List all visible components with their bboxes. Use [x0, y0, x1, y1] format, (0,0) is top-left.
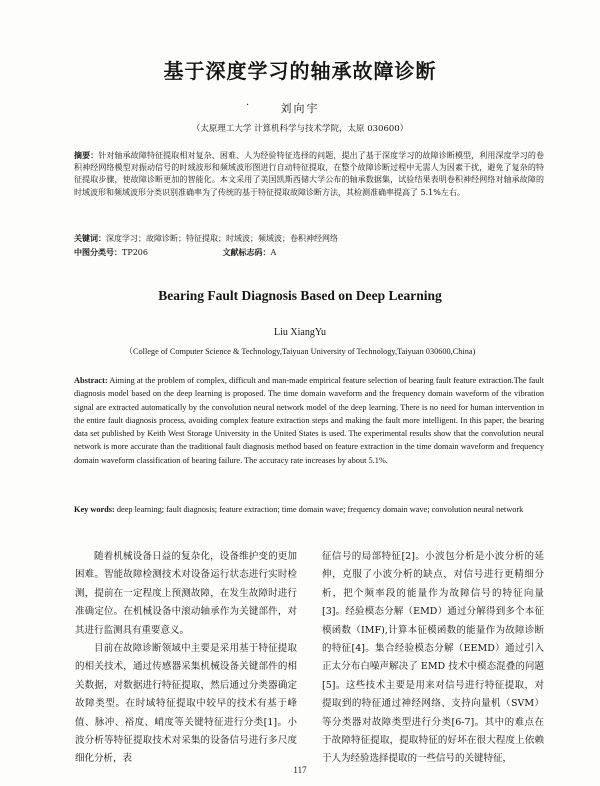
chinese-abstract: [74, 150, 544, 199]
chinese-abstract-text: 针对轴承故障特征提取相对复杂、困难、人为经验特征选择的问题，提出了基于深度学习的故障诊断模型，利用深度学习的卷积神经网络模型对振动信号的时域波形和频域波形图进行自动特征提取，在整个故障诊断过程中无需人为因素干扰，避免了复杂的特征提取步骤，使故障诊断更加的智能化。本文采用了美国凯斯西储大学公布的轴承数据集，试验结果表明卷积神经网络对轴承故障的时域波形和频域波形分类识别准确率为了传统的基于特征提取故障诊断方法，其检测准确率提高了 5.1%左右。: [74, 151, 545, 197]
doc-code-value: A: [270, 248, 277, 257]
english-keywords: [74, 503, 544, 516]
chinese-title: 基于深度学习的轴承故障诊断: [163, 59, 437, 83]
body-left-column: [75, 548, 297, 769]
clc-value: TP206: [122, 248, 148, 257]
english-abstract-label: Abstract:: [74, 376, 108, 385]
clc-label: 中图分类号：: [74, 248, 122, 257]
body-paragraph: 征信号的局部特征[2]。小波包分析是小波分析的延伸，克服了小波分析的缺点，对信号进行更精细分析，把个频率段的能量作为故障信号的特征向量[3]。经验模态分解（EMD）通过分解得到多个本征模函数（IMF),计算本征模函数的能量作为故障诊断的特征[4]。集合经验模态分解（EEMD）通过引入正太分布白噪声解决了 EMD 技术中模态混叠的问题[5]。这些技术主要是用来对信号进行特征提取，对提取到的特征通过神经网络、支持向量机（SVM）等分类器对故障类型进行分类[6-7]。其中的难点在于故障特征提取，提取特征的好坏在很大程度上依赖于人为经验选择提取的一些信号的关键特征，: [322, 551, 544, 765]
body-paragraph: 随着机械设备日益的复杂化，设备维护变的更加困难。智能故障检测技术对设备运行状态进行实时检测，提前在一定程度上预测故障，在发生故障时进行准确定位。在机械设备中滚动轴承作为关键部件，对其进行监测具有重要意义。: [75, 551, 297, 636]
chinese-keywords: [74, 233, 544, 245]
body-paragraph: 目前在故障诊断领域中主要是采用基于特征提取的相关技术，通过传感器采集机械设备关键部件的相关数据，对数据进行特征提取，然后通过分类器确定故障类型。在时域特征提取中较早的技术有基于峰值、脉冲、裕度、峭度等关键特征进行分类[1]。小波分析等特征提取技术对采集的设备信号进行多尺度细化分析，表: [75, 643, 297, 765]
english-abstract: [74, 374, 544, 467]
author-dot: ·: [246, 100, 250, 111]
english-keywords-label: Key words:: [74, 505, 115, 514]
english-author: Liu XiangYu: [274, 327, 326, 338]
doc-code-label: 文献标志码：: [222, 248, 271, 257]
chinese-author: 刘向宇: [280, 102, 320, 115]
chinese-affiliation: （太原理工大学 计算机科学与技术学院，太原 030600）: [191, 124, 409, 134]
chinese-keywords-label: 关键词：: [74, 234, 106, 243]
english-title: Bearing Fault Diagnosis Based on Deep Learning: [158, 288, 442, 303]
english-keywords-text: deep learning; fault diagnosis; feature extraction; time domain wave; frequency domain wave; convolution neural network: [116, 505, 524, 514]
chinese-abstract-label: 摘要：: [74, 151, 99, 160]
english-affiliation: （College of Computer Science & Technology,Taiyuan University of Technology,Taiyuan 030600,China): [124, 347, 476, 356]
chinese-keywords-text: 深度学习；故障诊断；特征提取；时域波；频域波；卷积神经网络: [106, 234, 338, 243]
page-number: 117: [293, 765, 307, 775]
body-right-column: [322, 548, 544, 769]
english-abstract-text: Aiming at the problem of complex, difficult and man-made empirical feature selection of bearing fault feature extraction.The fault diagnosis model based on the deep learning is proposed. The time domain waveform and the frequency domain waveform of the vibration signal are extracted automatically by the convolution neural network model of the deep learning. There is no need for human intervention in the entire fault diagnosis process, avoiding complex feature extraction steps and making the fault more intelligent. In this paper, the bearing data set published by Keith West Storage University in the United States is used. The experimental results show that the convolution neural network is more accurate than the traditional fault diagnosis method based on feature extraction in the time domain waveform and frequency domain waveform classification of bearing failure. The accuracy rate increases by about 5.1%.: [74, 376, 544, 465]
classification-line: [74, 247, 544, 259]
